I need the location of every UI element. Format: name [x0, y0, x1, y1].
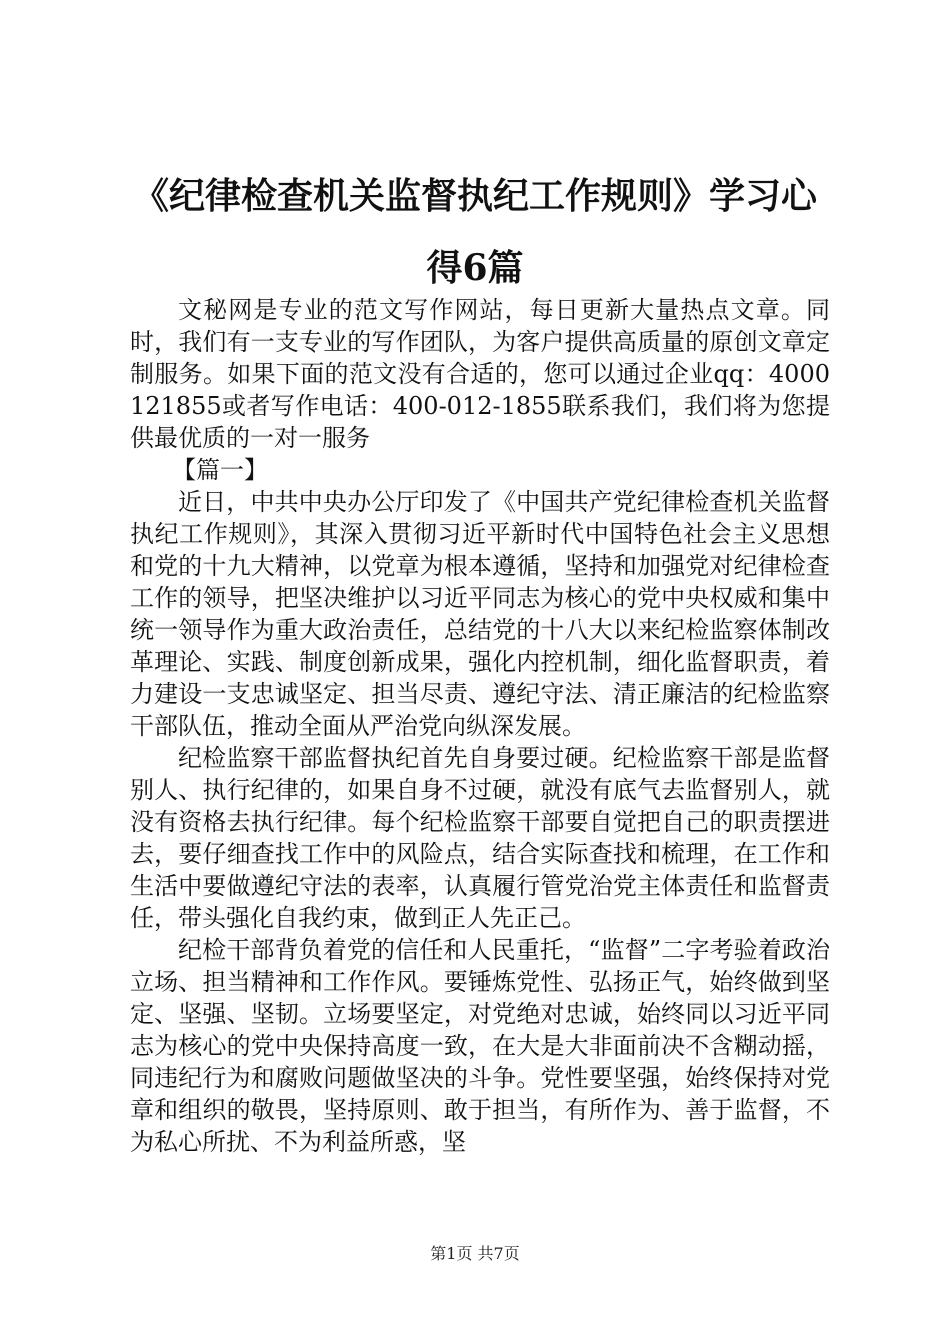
page-title: 《纪律检查机关监督执纪工作规则》学习心得6篇 [132, 175, 817, 289]
body-paragraph-2: 纪检监察干部监督执纪首先自身要过硬。纪检监察干部是监督别人、执行纪律的，如果自身不过硬，就没有底气去监督别人，就没有资格去执行纪律。每个纪检监察干部要自觉把自己的职责摆进去，要仔细查找工作中的风险点，结合实际查找和梳理，在工作和生活中要做遵纪守法的表率，认真履行管党治党主体责任和监督责任，带头强化自我约束，做到正人先正己。 [130, 744, 830, 932]
document-body [130, 294, 830, 1158]
page-footer: 第1页 共7页 [430, 1244, 520, 1263]
body-paragraph-1: 近日，中共中央办公厅印发了《中国共产党纪律检查机关监督执纪工作规则》，其深入贯彻习近平新时代中国特色社会主义思想和党的十九大精神，以党章为根本遵循，坚持和加强党对纪律检查工作的领导，把坚决维护以习近平同志为核心的党中央权威和集中统一领导作为重大政治责任，总结党的十八大以来纪检监察体制改革理论、实践、制度创新成果，强化内控机制，细化监督职责，着力建设一支忠诚坚定、担当尽责、遵纪守法、清正廉洁的纪检监察干部队伍，推动全面从严治党向纵深发展。 [130, 488, 830, 740]
intro-paragraph: 文秘网是专业的范文写作网站，每日更新大量热点文章。同时，我们有一支专业的写作团队，为客户提供高质量的原创文章定制服务。如果下面的范文没有合适的，您可以通过企业qq：4000121855或者写作电话：400-012-1855联系我们，我们将为您提供最优质的一对一服务 [130, 296, 830, 452]
section-heading: 【篇一】 [172, 456, 268, 484]
body-paragraph-3: 纪检干部背负着党的信任和人民重托，“监督”二字考验着政治立场、担当精神和工作作风。要锤炼党性、弘扬正气，始终做到坚定、坚强、坚韧。立场要坚定，对党绝对忠诚，始终同以习近平同志为核心的党中央保持高度一致，在大是大非面前决不含糊动摇，同违纪行为和腐败问题做坚决的斗争。党性要坚强，始终保持对党章和组织的敬畏，坚持原则、敢于担当，有所作为、善于监督，不为私心所扰、不为利益所惑，坚 [130, 936, 830, 1156]
